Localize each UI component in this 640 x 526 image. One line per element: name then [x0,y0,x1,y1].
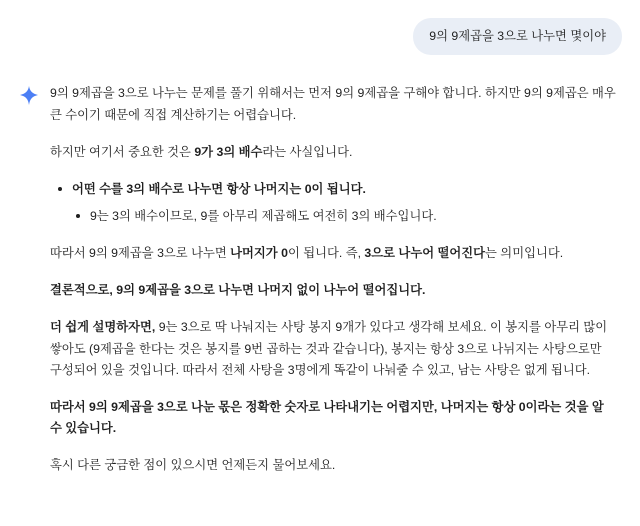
answer-p2-text-a: 하지만 여기서 중요한 것은 [50,144,195,159]
answer-p3-text-d: 3으로 나누어 떨어진다 [364,246,486,261]
list-item [88,206,616,227]
answer-bullet-list [50,179,616,227]
answer-p3-text-b: 나머지가 0 [230,246,288,261]
answer-paragraph-2 [50,142,616,163]
bullet-1-text: 어떤 수를 3의 배수로 나누면 항상 나머지는 0이 됩니다. [72,181,366,196]
answer-p4-text: 결론적으로, 9의 9제곱을 3으로 나누면 나머지 없이 나누어 떨어집니다. [50,283,426,298]
answer-paragraph-1 [50,83,616,125]
answer-p2-text-b: 9가 3의 배수 [194,144,263,159]
answer-paragraph-4 [50,280,616,301]
answer-p1-text: 9의 9제곱을 3으로 나누는 문제를 풀기 위해서는 먼저 9의 9제곱을 구해야 합니다. 하지만 9의 9제곱은 매우 큰 수이기 때문에 직접 계산하기는 어렵습니다. [50,86,616,122]
answer-p6-text: 따라서 9의 9제곱을 3으로 나눈 몫은 정확한 숫자로 나타내기는 어렵지만, 나머지는 항상 0이라는 것을 알 수 있습니다. [50,399,604,435]
answer-p3-text-a: 따라서 9의 9제곱을 3으로 나누면 [50,246,231,261]
answer-p5-text-b: 9는 3으로 딱 나눠지는 사탕 봉지 9개가 있다고 생각해 보세요. 이 봉지를 아무리 많이 쌓아도 (9제곱을 한다는 것은 봉지를 9번 곱하는 것과 같습니다), 봉지는 항상 3으로 나뉘지는 사탕으로만 구성되어 있을 것입니다. 따라서 전체 사탕을 3명에게 똑같이 나눠줄 수 있고, 남는 사탕은 없게 됩니다. [50,320,608,377]
assistant-answer [50,83,616,476]
answer-paragraph-6 [50,397,616,439]
answer-p5-text-a: 더 쉽게 설명하자면, [50,320,156,335]
answer-p2-text-c: 라는 사실입니다. [262,144,353,159]
answer-p7-text: 혹시 다른 궁금한 점이 있으시면 언제든지 물어보세요. [50,458,336,473]
answer-p3-text-e: 는 의미입니다. [485,246,564,261]
sparkle-icon [18,85,40,107]
bullet-2-text: 9는 3의 배수이므로, 9를 아무리 제곱해도 여전히 3의 배수입니다. [90,209,437,223]
answer-paragraph-5 [50,317,616,380]
assistant-message-row [0,55,640,476]
answer-p3-text-c: 이 됩니다. 즉, [287,246,365,261]
user-message-bubble[interactable]: 9의 9제곱을 3으로 나누면 몇이야 [413,18,622,55]
answer-paragraph-7 [50,455,616,476]
answer-paragraph-3 [50,243,616,264]
list-item [70,179,616,200]
user-message-row [0,0,640,55]
